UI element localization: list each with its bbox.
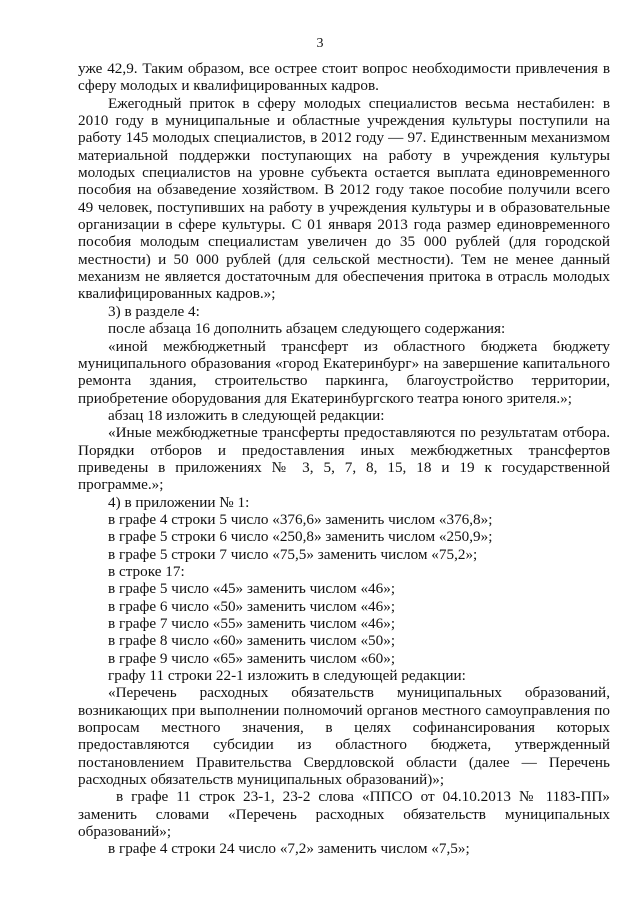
document-body (78, 60, 610, 858)
paragraph-perechen: «Перечень расходных обязательств муниципальных образований, возникающих при выполнении полномочий органов местного самоуправления по вопросам местного значения, в целях софинансирования которых предоставляются субсидии из областного бюджета, утвержденный постановлением Правительства Свердловской области (далее — Перечень расходных обязательств муниципальных образований)»; (78, 684, 610, 789)
paragraph-grafe-11: в графе 11 строк 23-1, 23-2 слова «ППСО от 04.10.2013 № 1183-ПП» заменить словами «Перечень расходных обязательств муниципальных образований»; (78, 788, 610, 841)
list-item: в графе 9 число «65» заменить числом «60»; (108, 649, 396, 667)
paragraph-item-3: 3) в разделе 4: (108, 302, 200, 320)
paragraph-after-16: после абзаца 16 дополнить абзацем следующего содержания: (108, 320, 506, 338)
paragraph-specialists: Ежегодный приток в сферу молодых специалистов весьма нестабилен: в 2010 году в муниципальные и областные учреждения культуры поступили на работу 145 молодых специалистов, в 2012 году — 97. Единственным механизмом материальной поддержки поступающих на работу в учреждения культуры молодых специалистов на уровне субъекта остается выплата единовременного пособия на обзаведение хозяйством. В 2012 году такое пособие получили всего 49 человек, поступивших на работу в учреждения культуры и в образовательные организации в сфере культуры. С 01 января 2013 года размер единовременного пособия молодым специалистам увеличен до 35 000 рублей (для городской местности) и 50 000 рублей (для сельской местности). Тем не менее данный механизм не является достаточным для обеспечения притока в отрасль молодых квалифицированных кадров.»; (78, 94, 610, 303)
list-item: в графе 5 строки 6 число «250,8» заменить числом «250,9»; (108, 528, 493, 546)
paragraph-item-4: 4) в приложении № 1: (108, 493, 250, 511)
paragraph-grafu-11: графу 11 строки 22-1 изложить в следующей редакции: (108, 667, 466, 685)
list-item: в графе 7 число «55» заменить числом «46»; (108, 615, 396, 632)
paragraph-transfer: «иной межбюджетный трансферт из областного бюджета бюджету муниципального образования «город Екатеринбург» на завершение капитального ремонта здания, строительство паркинга, благоустройство территории, приобретение оборудования для Екатеринбургского театра юного зрителя.»; (78, 337, 610, 407)
list-item: в строке 17: (108, 562, 185, 580)
paragraph-intro: уже 42,9. Таким образом, все острее стоит вопрос необходимости привлечения в сферу молодых и квалифицированных кадров. (78, 60, 610, 95)
paragraph-abzac-18: абзац 18 изложить в следующей редакции: (108, 406, 385, 424)
list-item: в графе 8 число «60» заменить числом «50»; (108, 632, 396, 650)
paragraph-grafe-4: в графе 4 строки 24 число «7,2» заменить числом «7,5»; (108, 840, 470, 858)
list-item: в графе 4 строки 5 число «376,6» заменить числом «376,8»; (108, 510, 493, 528)
paragraph-transfers-quote: «Иные межбюджетные трансферты предоставляются по результатам отбора. Порядки отборов и предоставления иных межбюджетных трансфертов приведены в приложениях № 3, 5, 7, 8, 15, 18 и 19 к государственной программе.»; (78, 424, 610, 494)
page-number: 3 (316, 36, 324, 51)
list-item: в графе 6 число «50» заменить числом «46»; (108, 597, 396, 615)
list-item: в графе 5 число «45» заменить числом «46»; (108, 580, 396, 598)
list-item: в графе 5 строки 7 число «75,5» заменить числом «75,2»; (108, 545, 478, 563)
